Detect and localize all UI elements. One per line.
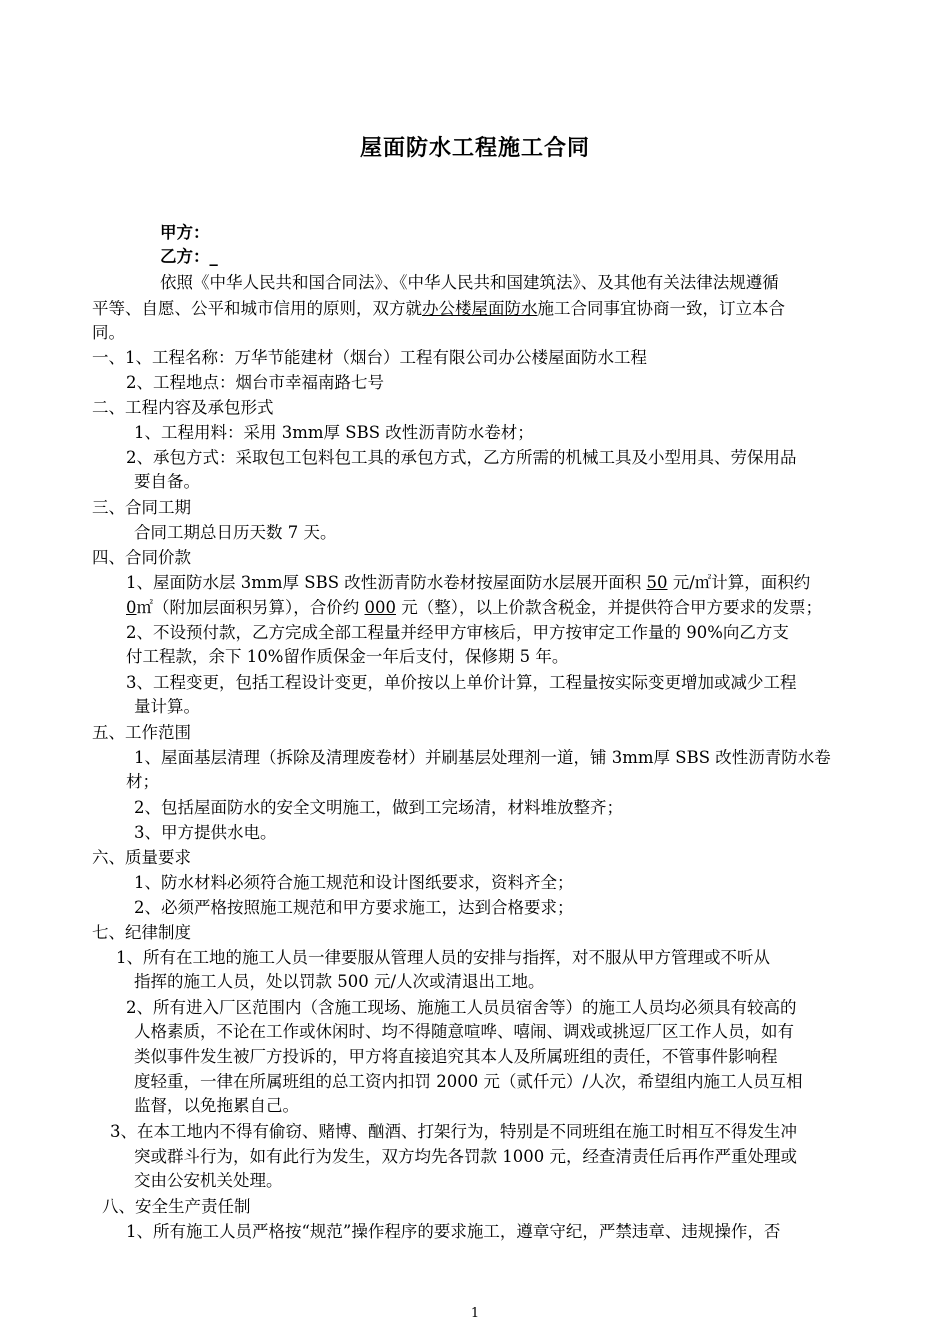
section-4-line-3: 2、不设预付款，乙方完成全部工程量并经甲方审核后，甲方按审定工作量的 90%向乙方支 (126, 623, 789, 642)
section-4-line-6: 量计算。 (134, 697, 200, 716)
section-4-line-4: 付工程款，余下 10%留作质保金一年后支付，保修期 5 年。 (126, 647, 569, 666)
section-4-line-2 (126, 596, 822, 620)
section-7-line-7: 监督，以免拖累自己。 (134, 1096, 299, 1115)
section-7-line-9: 突或群斗行为，如有此行为发生，双方均先各罚款 1000 元，经查清责任后再作严重处理或 (134, 1147, 797, 1166)
section-7-line-10: 交由公安机关处理。 (134, 1171, 283, 1190)
area-underlined: 0 (126, 598, 137, 617)
intro-line-1: 依照《中华人民共和国合同法》、《中华人民共和国建筑法》、及其他有关法律法规遵循 (160, 273, 779, 292)
intro-text: 施工合同事宜协商一致，订立本合 (537, 299, 785, 318)
section-3-line-1: 合同工期总日历天数 7 天。 (134, 523, 337, 542)
section-6-heading: 六、质量要求 (92, 848, 191, 867)
section-2-heading: 二、工程内容及承包形式 (92, 398, 274, 417)
party-b-label: 乙方：_ (160, 247, 218, 266)
intro-text: 平等、自愿、公平和城市信用的原则，双方就 (92, 299, 422, 318)
total-price-underlined: 000 (364, 598, 396, 617)
project-name-underlined: 办公楼屋面防水 (422, 299, 538, 318)
section-7-line-1: 1、所有在工地的施工人员一律要服从管理人员的安排与指挥，对不服从甲方管理或不听从 (116, 948, 770, 967)
section-1-line-2: 2、工程地点：烟台市幸福南路七号 (126, 373, 384, 392)
section-7-line-3: 2、所有进入厂区范围内（含施工现场、施施工人员员宿舍等）的施工人员均必须具有较高的 (126, 998, 797, 1017)
section-4-line-5: 3、工程变更，包括工程设计变更，单价按以上单价计算，工程量按实际变更增加或减少工程 (126, 673, 797, 692)
intro-line-2 (92, 297, 785, 321)
section-7-line-5: 类似事件发生被厂方投诉的，甲方将直接追究其本人及所属班组的责任，不管事件影响程 (134, 1047, 778, 1066)
price-text: 1、屋面防水层 3mm厚 SBS 改性沥青防水卷材按屋面防水层展开面积 (126, 573, 647, 592)
section-7-line-8: 3、在本工地内不得有偷窃、赌博、酗酒、打架行为，特别是不同班组在施工时相互不得发生冲 (110, 1122, 797, 1141)
section-7-heading: 七、纪律制度 (92, 923, 191, 942)
section-5-line-2: 材； (126, 772, 159, 791)
section-8-heading: 八、安全生产责任制 (102, 1197, 251, 1216)
page-number: 1 (470, 1306, 480, 1321)
price-text: ㎡（附加层面积另算），合价约 (136, 598, 365, 617)
price-text: 元（整），以上价款含税金，并提供符合甲方要求的发票； (396, 598, 822, 617)
section-7-line-6: 度轻重，一律在所属班组的总工资内扣罚 2000 元（贰仟元）/人次，希望组内施工人员互相 (134, 1072, 803, 1091)
section-1-line-1: 一、1、工程名称：万华节能建材（烟台）工程有限公司办公楼屋面防水工程 (92, 348, 647, 367)
section-5-heading: 五、工作范围 (92, 723, 191, 742)
section-6-line-1: 1、防水材料必须符合施工规范和设计图纸要求，资料齐全； (134, 873, 574, 892)
unit-price-underlined: 50 (646, 573, 668, 592)
section-4-heading: 四、合同价款 (92, 548, 191, 567)
document-title: 屋面防水工程施工合同 (359, 136, 590, 161)
party-a-label: 甲方： (160, 223, 210, 242)
section-6-line-2: 2、必须严格按照施工规范和甲方要求施工，达到合格要求； (134, 898, 574, 917)
section-2-line-3: 要自备。 (134, 472, 200, 491)
section-2-line-2: 2、承包方式：采取包工包料包工具的承包方式，乙方所需的机械工具及小型用具、劳保用品 (126, 448, 797, 467)
section-7-line-2: 指挥的施工人员，处以罚款 500 元/人次或清退出工地。 (134, 972, 545, 991)
section-5-line-4: 3、甲方提供水电。 (134, 823, 277, 842)
section-2-line-1: 1、工程用料：采用 3mm厚 SBS 改性沥青防水卷材； (134, 423, 534, 442)
section-8-line-1: 1、所有施工人员严格按“规范”操作程序的要求施工，遵章守纪，严禁违章、违规操作，否 (126, 1222, 781, 1241)
section-5-line-1: 1、屋面基层清理（拆除及清理废卷材）并刷基层处理剂一道，铺 3mm厚 SBS 改性沥青防水卷 (134, 748, 831, 767)
section-7-line-4: 人格素质，不论在工作或休闲时、均不得随意喧哗、嘻闹、调戏或挑逗厂区工作人员，如有 (134, 1022, 794, 1041)
section-3-heading: 三、合同工期 (92, 498, 191, 517)
section-5-line-3: 2、包括屋面防水的安全文明施工，做到工完场清，材料堆放整齐； (134, 798, 623, 817)
section-4-line-1 (126, 571, 810, 595)
price-text: 元/㎡计算，面积约 (667, 573, 811, 592)
intro-line-3: 同。 (92, 323, 125, 342)
